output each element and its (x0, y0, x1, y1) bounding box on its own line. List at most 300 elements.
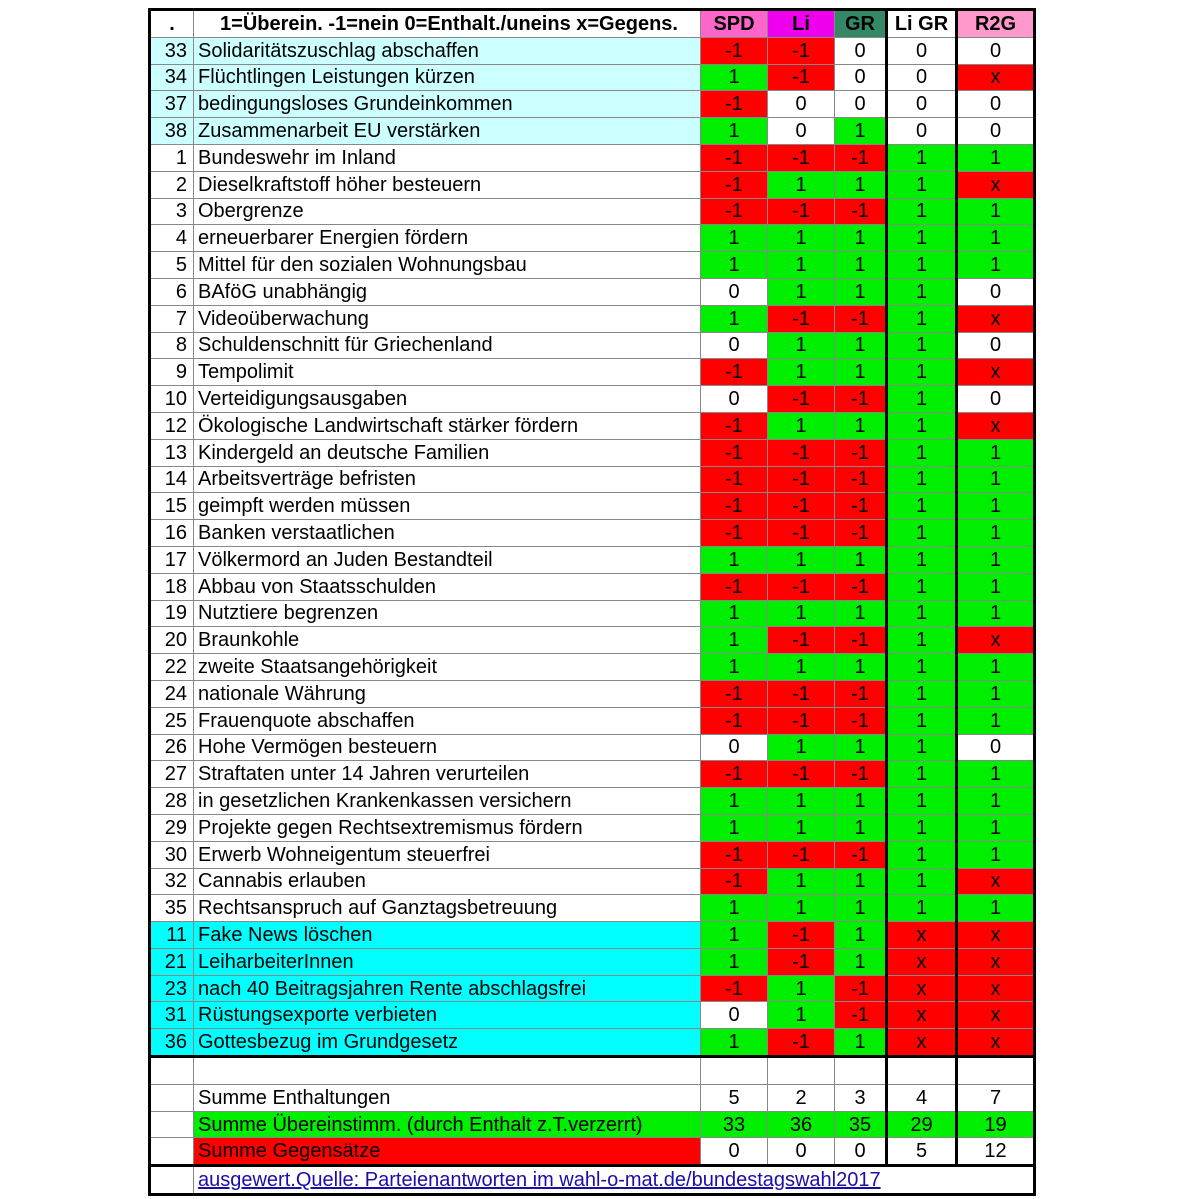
cell-r2g: x (957, 412, 1035, 439)
cell-li: -1 (768, 439, 835, 466)
cell-gr: -1 (835, 975, 887, 1002)
table-row (150, 841, 1035, 868)
cell-spd: 1 (701, 627, 768, 654)
table-row (150, 868, 1035, 895)
cell-r2g: 1 (957, 600, 1035, 627)
row-number: 20 (150, 627, 194, 654)
row-thesis: in gesetzlichen Krankenkassen versichern (194, 788, 701, 815)
row-thesis: Fake News löschen (194, 922, 701, 949)
table-row (150, 895, 1035, 922)
row-thesis: Schuldenschnitt für Griechenland (194, 332, 701, 359)
row-number: 10 (150, 386, 194, 413)
table-row (150, 707, 1035, 734)
cell-r2g: 1 (957, 225, 1035, 252)
summary-ligr: 5 (887, 1138, 957, 1166)
cell-ligr: 1 (887, 359, 957, 386)
cell-gr: -1 (835, 439, 887, 466)
cell-li: 1 (768, 332, 835, 359)
cell-r2g: 1 (957, 814, 1035, 841)
cell-ligr: 1 (887, 225, 957, 252)
cell-li: 1 (768, 1002, 835, 1029)
row-thesis: Bundeswehr im Inland (194, 144, 701, 171)
row-number: 4 (150, 225, 194, 252)
cell-r2g: 1 (957, 466, 1035, 493)
row-thesis: nach 40 Beitragsjahren Rente abschlagsfrei (194, 975, 701, 1002)
cell-gr: 0 (835, 37, 887, 64)
row-number: 36 (150, 1029, 194, 1057)
summary-gr: 3 (835, 1084, 887, 1111)
cell-spd: 1 (701, 225, 768, 252)
cell-ligr: 1 (887, 144, 957, 171)
cell-ligr: 1 (887, 252, 957, 279)
summary-li: 2 (768, 1084, 835, 1111)
cell-gr: -1 (835, 1002, 887, 1029)
cell-spd: -1 (701, 493, 768, 520)
row-number: 22 (150, 654, 194, 681)
summary-r2g: 7 (957, 1084, 1035, 1111)
cell-spd: -1 (701, 841, 768, 868)
table-row (150, 64, 1035, 91)
summary-li: 0 (768, 1138, 835, 1166)
cell-r2g: 1 (957, 520, 1035, 547)
header-li: Li (768, 10, 835, 38)
row-number: 3 (150, 198, 194, 225)
row-number: 32 (150, 868, 194, 895)
cell-spd: 1 (701, 814, 768, 841)
cell-li: 1 (768, 734, 835, 761)
cell-gr: 1 (835, 895, 887, 922)
cell-r2g: 1 (957, 546, 1035, 573)
row-number: 15 (150, 493, 194, 520)
cell-ligr: 1 (887, 814, 957, 841)
cell-spd: -1 (701, 171, 768, 198)
cell-ligr: 1 (887, 332, 957, 359)
row-thesis: Arbeitsverträge befristen (194, 466, 701, 493)
table-row (150, 788, 1035, 815)
row-thesis: Zusammenarbeit EU verstärken (194, 118, 701, 145)
cell-spd: -1 (701, 707, 768, 734)
row-thesis: Rüstungsexporte verbieten (194, 1002, 701, 1029)
cell-r2g: 0 (957, 37, 1035, 64)
cell-ligr: 1 (887, 171, 957, 198)
table-row (150, 198, 1035, 225)
summary-label: Summe Übereinstimm. (durch Enthalt z.T.verzerrt) (194, 1111, 701, 1138)
cell-li: 0 (768, 91, 835, 118)
cell-li: -1 (768, 922, 835, 949)
cell-gr: 1 (835, 868, 887, 895)
row-thesis: Tempolimit (194, 359, 701, 386)
cell-r2g: x (957, 171, 1035, 198)
cell-spd: 1 (701, 600, 768, 627)
row-number: 6 (150, 278, 194, 305)
cell-gr: 1 (835, 1029, 887, 1057)
cell-gr: 1 (835, 118, 887, 145)
row-thesis: bedingungsloses Grundeinkommen (194, 91, 701, 118)
cell-spd: 0 (701, 386, 768, 413)
summary-row-agreements (150, 1111, 1035, 1138)
row-thesis: Gottesbezug im Grundgesetz (194, 1029, 701, 1057)
cell-ligr: 1 (887, 734, 957, 761)
cell-r2g: 1 (957, 439, 1035, 466)
summary-label: Summe Enthaltungen (194, 1084, 701, 1111)
summary-spd: 33 (701, 1111, 768, 1138)
row-thesis: Abbau von Staatsschulden (194, 573, 701, 600)
cell-li: -1 (768, 198, 835, 225)
cell-li: 1 (768, 814, 835, 841)
table-row (150, 680, 1035, 707)
table-row (150, 359, 1035, 386)
cell-spd: 0 (701, 278, 768, 305)
cell-r2g: x (957, 868, 1035, 895)
table-row (150, 118, 1035, 145)
cell-r2g: 1 (957, 252, 1035, 279)
row-number: 7 (150, 305, 194, 332)
cell-li: 1 (768, 600, 835, 627)
table-row (150, 734, 1035, 761)
cell-ligr: 1 (887, 546, 957, 573)
row-thesis: Projekte gegen Rechtsextremismus fördern (194, 814, 701, 841)
row-thesis: Erwerb Wohneigentum steuerfrei (194, 841, 701, 868)
cell-spd: -1 (701, 868, 768, 895)
row-thesis: Straftaten unter 14 Jahren verurteilen (194, 761, 701, 788)
cell-ligr: 0 (887, 64, 957, 91)
cell-ligr: 1 (887, 439, 957, 466)
cell-li: 1 (768, 252, 835, 279)
summary-label: Summe Gegensätze (194, 1138, 701, 1166)
cell-r2g: x (957, 922, 1035, 949)
row-number: 2 (150, 171, 194, 198)
row-thesis: zweite Staatsangehörigkeit (194, 654, 701, 681)
row-number: 37 (150, 91, 194, 118)
table-row (150, 171, 1035, 198)
cell-gr: -1 (835, 493, 887, 520)
cell-gr: 1 (835, 546, 887, 573)
summary-row-conflicts (150, 1138, 1035, 1166)
cell-gr: -1 (835, 627, 887, 654)
cell-spd: -1 (701, 37, 768, 64)
summary-gr: 35 (835, 1111, 887, 1138)
cell-r2g: 1 (957, 707, 1035, 734)
row-number: 5 (150, 252, 194, 279)
row-number: 17 (150, 546, 194, 573)
cell-li: -1 (768, 680, 835, 707)
cell-li: 1 (768, 171, 835, 198)
cell-r2g: x (957, 1002, 1035, 1029)
cell-ligr: x (887, 975, 957, 1002)
cell-gr: -1 (835, 198, 887, 225)
cell-spd: 1 (701, 118, 768, 145)
cell-spd: -1 (701, 359, 768, 386)
table-row (150, 37, 1035, 64)
cell-spd: 1 (701, 64, 768, 91)
cell-gr: 1 (835, 252, 887, 279)
cell-ligr: 1 (887, 520, 957, 547)
row-thesis: Völkermord an Juden Bestandteil (194, 546, 701, 573)
cell-gr: 1 (835, 922, 887, 949)
table-row (150, 305, 1035, 332)
cell-ligr: 0 (887, 118, 957, 145)
cell-li: 0 (768, 118, 835, 145)
cell-spd: 0 (701, 332, 768, 359)
summary-row-abstentions (150, 1084, 1035, 1111)
cell-gr: 0 (835, 91, 887, 118)
cell-r2g: 1 (957, 895, 1035, 922)
row-number: 29 (150, 814, 194, 841)
cell-r2g: 1 (957, 761, 1035, 788)
summary-gr: 0 (835, 1138, 887, 1166)
source-row (150, 1166, 1035, 1195)
summary-ligr: 4 (887, 1084, 957, 1111)
cell-r2g: 0 (957, 118, 1035, 145)
cell-li: 1 (768, 225, 835, 252)
cell-ligr: 1 (887, 868, 957, 895)
row-number: 38 (150, 118, 194, 145)
header-spd: SPD (701, 10, 768, 38)
row-thesis: erneuerbarer Energien fördern (194, 225, 701, 252)
cell-r2g: 0 (957, 386, 1035, 413)
row-number: 1 (150, 144, 194, 171)
cell-spd: 1 (701, 546, 768, 573)
cell-spd: -1 (701, 198, 768, 225)
row-number: 25 (150, 707, 194, 734)
cell-li: -1 (768, 573, 835, 600)
row-thesis: Flüchtlingen Leistungen kürzen (194, 64, 701, 91)
cell-gr: -1 (835, 144, 887, 171)
cell-gr: -1 (835, 466, 887, 493)
table-row (150, 91, 1035, 118)
cell-r2g: x (957, 64, 1035, 91)
cell-gr: 1 (835, 278, 887, 305)
cell-spd: 1 (701, 788, 768, 815)
cell-li: -1 (768, 520, 835, 547)
row-number: 13 (150, 439, 194, 466)
cell-spd: -1 (701, 144, 768, 171)
cell-li: -1 (768, 144, 835, 171)
row-thesis: geimpft werden müssen (194, 493, 701, 520)
row-number: 9 (150, 359, 194, 386)
row-thesis: Frauenquote abschaffen (194, 707, 701, 734)
row-number: 12 (150, 412, 194, 439)
table-row (150, 466, 1035, 493)
row-number: 26 (150, 734, 194, 761)
table-row (150, 975, 1035, 1002)
cell-r2g: 1 (957, 144, 1035, 171)
table-row (150, 948, 1035, 975)
row-thesis: Dieselkraftstoff höher besteuern (194, 171, 701, 198)
row-number: 34 (150, 64, 194, 91)
cell-ligr: 1 (887, 600, 957, 627)
cell-spd: -1 (701, 466, 768, 493)
cell-li: 1 (768, 546, 835, 573)
cell-ligr: 0 (887, 91, 957, 118)
table-row (150, 1002, 1035, 1029)
cell-ligr: x (887, 1029, 957, 1057)
cell-r2g: 0 (957, 91, 1035, 118)
table-row (150, 814, 1035, 841)
cell-ligr: 0 (887, 37, 957, 64)
comparison-table (148, 8, 1036, 1196)
table-row (150, 332, 1035, 359)
row-number: 24 (150, 680, 194, 707)
cell-r2g: 1 (957, 788, 1035, 815)
header-row (150, 10, 1035, 38)
cell-r2g: 1 (957, 654, 1035, 681)
table-row (150, 439, 1035, 466)
table-row (150, 144, 1035, 171)
table-row (150, 627, 1035, 654)
cell-li: -1 (768, 841, 835, 868)
source-link[interactable]: ausgewert.Quelle: Parteienantworten im wahl-o-mat.de/bundestagswahl2017 (198, 1169, 881, 1192)
row-thesis: Braunkohle (194, 627, 701, 654)
cell-ligr: x (887, 948, 957, 975)
cell-li: -1 (768, 37, 835, 64)
cell-ligr: x (887, 922, 957, 949)
cell-gr: -1 (835, 761, 887, 788)
cell-spd: 1 (701, 948, 768, 975)
row-thesis: BAföG unabhängig (194, 278, 701, 305)
summary-r2g: 12 (957, 1138, 1035, 1166)
cell-li: -1 (768, 1029, 835, 1057)
cell-ligr: 1 (887, 573, 957, 600)
cell-gr: -1 (835, 707, 887, 734)
row-number: 27 (150, 761, 194, 788)
row-thesis: Cannabis erlauben (194, 868, 701, 895)
row-number: 35 (150, 895, 194, 922)
spacer-row (150, 1057, 1035, 1085)
cell-r2g: 0 (957, 278, 1035, 305)
cell-spd: -1 (701, 573, 768, 600)
header-dot: . (150, 10, 194, 38)
cell-r2g: 1 (957, 198, 1035, 225)
row-thesis: Hohe Vermögen besteuern (194, 734, 701, 761)
cell-li: -1 (768, 761, 835, 788)
cell-ligr: 1 (887, 841, 957, 868)
cell-gr: 1 (835, 171, 887, 198)
cell-ligr: 1 (887, 305, 957, 332)
table-row (150, 278, 1035, 305)
cell-r2g: 1 (957, 493, 1035, 520)
cell-gr: -1 (835, 680, 887, 707)
table-row (150, 386, 1035, 413)
cell-ligr: 1 (887, 680, 957, 707)
cell-li: 1 (768, 654, 835, 681)
row-thesis: Obergrenze (194, 198, 701, 225)
cell-spd: 1 (701, 654, 768, 681)
cell-ligr: 1 (887, 761, 957, 788)
cell-spd: -1 (701, 761, 768, 788)
cell-ligr: 1 (887, 788, 957, 815)
cell-ligr: 1 (887, 493, 957, 520)
cell-spd: 1 (701, 305, 768, 332)
table-row (150, 761, 1035, 788)
cell-spd: 1 (701, 252, 768, 279)
cell-gr: 0 (835, 64, 887, 91)
cell-r2g: 1 (957, 573, 1035, 600)
cell-li: 1 (768, 895, 835, 922)
cell-spd: -1 (701, 439, 768, 466)
header-gr: GR (835, 10, 887, 38)
cell-r2g: 1 (957, 680, 1035, 707)
row-number: 31 (150, 1002, 194, 1029)
row-number: 11 (150, 922, 194, 949)
row-thesis: LeiharbeiterInnen (194, 948, 701, 975)
cell-li: 1 (768, 975, 835, 1002)
row-number: 8 (150, 332, 194, 359)
row-thesis: Ökologische Landwirtschaft stärker fördern (194, 412, 701, 439)
cell-r2g: x (957, 305, 1035, 332)
cell-ligr: 1 (887, 707, 957, 734)
cell-gr: -1 (835, 841, 887, 868)
cell-ligr: 1 (887, 627, 957, 654)
row-number: 16 (150, 520, 194, 547)
cell-spd: -1 (701, 680, 768, 707)
cell-li: -1 (768, 948, 835, 975)
cell-gr: 1 (835, 654, 887, 681)
row-thesis: nationale Währung (194, 680, 701, 707)
row-number: 21 (150, 948, 194, 975)
row-number: 19 (150, 600, 194, 627)
cell-r2g: x (957, 627, 1035, 654)
row-thesis: Nutztiere begrenzen (194, 600, 701, 627)
cell-spd: -1 (701, 412, 768, 439)
cell-r2g: 1 (957, 841, 1035, 868)
summary-spd: 5 (701, 1084, 768, 1111)
cell-ligr: 1 (887, 386, 957, 413)
cell-spd: 0 (701, 734, 768, 761)
summary-ligr: 29 (887, 1111, 957, 1138)
cell-spd: 1 (701, 1029, 768, 1057)
cell-li: 1 (768, 359, 835, 386)
cell-li: -1 (768, 707, 835, 734)
cell-li: 1 (768, 278, 835, 305)
table-row (150, 252, 1035, 279)
header-r2g: R2G (957, 10, 1035, 38)
summary-r2g: 19 (957, 1111, 1035, 1138)
table-row (150, 654, 1035, 681)
cell-li: 1 (768, 412, 835, 439)
cell-gr: 1 (835, 948, 887, 975)
summary-spd: 0 (701, 1138, 768, 1166)
cell-gr: 1 (835, 359, 887, 386)
row-number: 33 (150, 37, 194, 64)
cell-r2g: x (957, 975, 1035, 1002)
cell-ligr: 1 (887, 198, 957, 225)
cell-r2g: x (957, 948, 1035, 975)
cell-gr: 1 (835, 600, 887, 627)
table-row (150, 922, 1035, 949)
legend-text: 1=Überein. -1=nein 0=Enthalt./uneins x=Gegens. (194, 10, 701, 38)
cell-gr: 1 (835, 412, 887, 439)
row-thesis: Solidaritätszuschlag abschaffen (194, 37, 701, 64)
cell-spd: 1 (701, 895, 768, 922)
cell-spd: -1 (701, 975, 768, 1002)
row-thesis: Rechtsanspruch auf Ganztagsbetreuung (194, 895, 701, 922)
cell-r2g: x (957, 1029, 1035, 1057)
summary-li: 36 (768, 1111, 835, 1138)
cell-li: -1 (768, 493, 835, 520)
cell-li: -1 (768, 305, 835, 332)
row-thesis: Mittel für den sozialen Wohnungsbau (194, 252, 701, 279)
row-number: 18 (150, 573, 194, 600)
cell-gr: -1 (835, 573, 887, 600)
row-thesis: Banken verstaatlichen (194, 520, 701, 547)
cell-r2g: 0 (957, 332, 1035, 359)
cell-ligr: 1 (887, 895, 957, 922)
row-number: 23 (150, 975, 194, 1002)
row-number: 30 (150, 841, 194, 868)
cell-li: -1 (768, 64, 835, 91)
cell-gr: -1 (835, 386, 887, 413)
